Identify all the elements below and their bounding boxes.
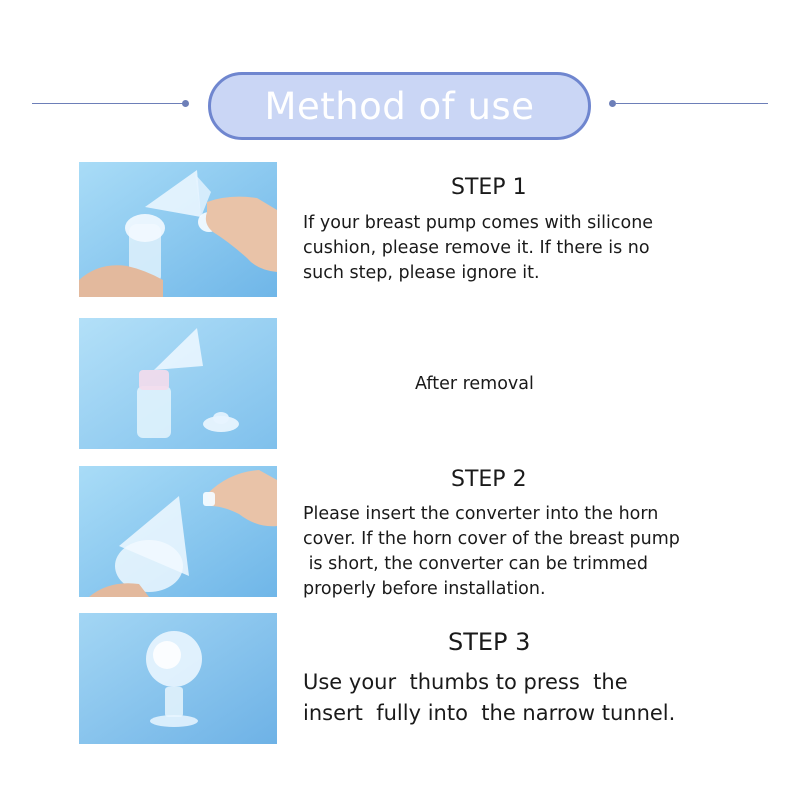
step3-title: STEP 3 (448, 628, 531, 656)
step1-title: STEP 1 (451, 175, 527, 200)
step3-description: Use your thumbs to press the insert fully into the narrow tunnel. (303, 670, 676, 725)
step2-photo (79, 466, 277, 597)
header-dot-right (609, 100, 616, 107)
page-title: Method of use (264, 84, 535, 128)
step2-description: Please insert the converter into the horn cover. If the horn cover of the breast pump is short, the converter can be trimmed properly before installation. (303, 504, 680, 599)
step1-photo (79, 162, 277, 297)
step3-photo (79, 613, 277, 744)
header-divider-left (32, 103, 184, 104)
step1-description: If your breast pump comes with silicone cushion, please remove it. If there is no such step, please ignore it. (303, 213, 654, 283)
title-banner (208, 72, 591, 140)
after-removal-photo (79, 318, 277, 449)
header-dot-left (182, 100, 189, 107)
header-divider-right (616, 103, 768, 104)
after-removal-label: After removal (415, 374, 534, 394)
step2-title: STEP 2 (451, 467, 527, 492)
